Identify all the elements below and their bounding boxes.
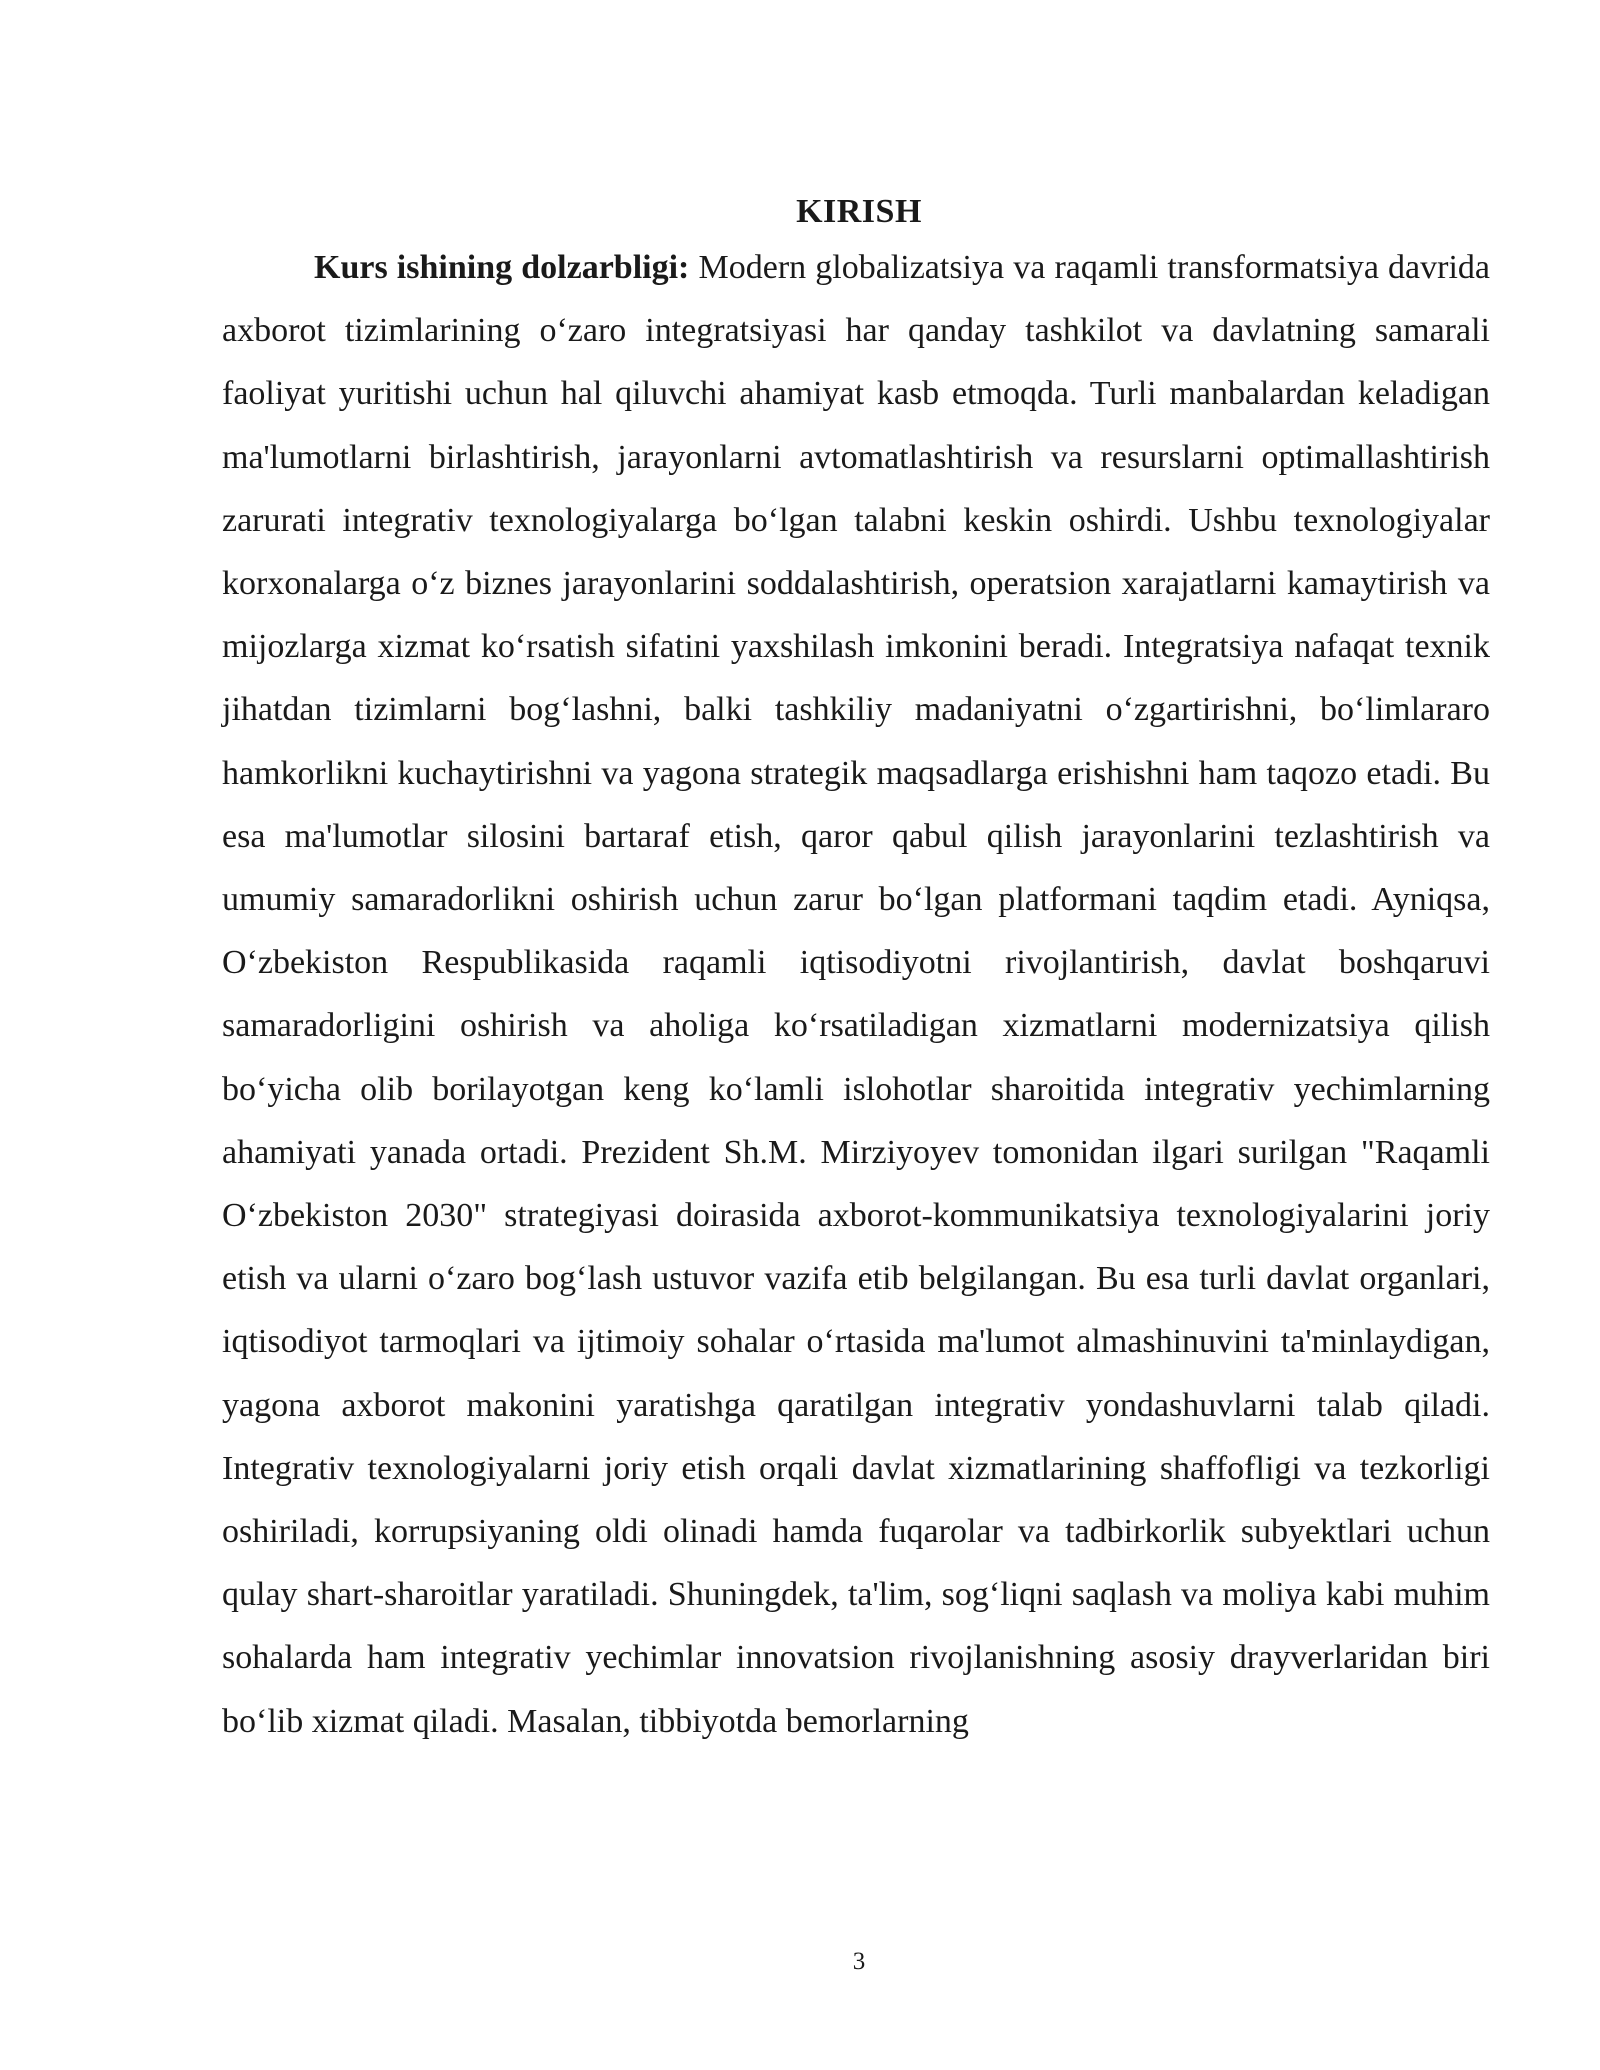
paragraph-text: Modern globalizatsiya va raqamli transformatsiya davrida axborot tizimlarining o‘zaro integratsiyasi har qanday tashkilot va davlatning samarali faoliyat yuritishi uchun hal qiluvchi ahamiyat kasb etmoqda. Turli manbalardan keladigan ma'lumotlarni birlashtirish, jarayonlarni avtomatlashtirish va resurslarni optimallashtirish zarurati integrativ texnologiyalarga bo‘lgan talabni keskin oshirdi. Ushbu texnologiyalar korxonalarga o‘z biznes jarayonlarini soddalashtirish, operatsion xarajatlarni kamaytirish va mijozlarga xizmat ko‘rsatish sifatini yaxshilash imkonini beradi. Integratsiya nafaqat texnik jihatdan tizimlarni bog‘lashni, balki tashkiliy madaniyatni o‘zgartirishni, bo‘limlararo hamkorlikni kuchaytirishni va yagona strategik maqsadlarga erishishni ham taqozo etadi. Bu esa ma'lumotlar silosini bartaraf etish, qaror qabul qilish jarayonlarini tezlashtirish va umumiy samaradorlikni oshirish uchun zarur bo‘lgan platformani taqdim etadi. Ayniqsa, O‘zbekiston Respublikasida raqamli iqtisodiyotni rivojlantirish, davlat boshqaruvi samaradorligini oshirish va aholiga ko‘rsatiladigan xizmatlarni modernizatsiya qilish bo‘yicha olib borilayotgan keng ko‘lamli islohotlar sharoitida integrativ yechimlarning ahamiyati yanada ortadi. Prezident Sh.M. Mirziyoyev tomonidan ilgari surilgan "Raqamli O‘zbekiston 2030" strategiyasi doirasida axborot-kommunikatsiya texnologiyalarini joriy etish va ularni o‘zaro bog‘lash ustuvor vazifa etib belgilangan. Bu esa turli davlat organlari, iqtisodiyot tarmoqlari va ijtimoiy sohalar o‘rtasida ma'lumot almashinuvini ta'minlaydigan, yagona axborot makonini yaratishga qaratilgan integrativ yondashuvlarni talab qiladi. Integrativ texnologiyalarni joriy etish orqali davlat xizmatlarining shaffofligi va tezkorligi oshiriladi, korrupsiyaning oldi olinadi hamda fuqarolar va tadbirkorlik subyektlari uchun qulay shart-sharoitlar yaratiladi. Shuningdek, ta'lim, sog‘liqni saqlash va moliya kabi muhim sohalarda ham integrativ yechimlar innovatsion rivojlanishning asosiy drayverlaridan biri bo‘lib xizmat qiladi. Masalan, tibbiyotda bemorlarning	[222, 249, 1490, 1740]
body-paragraph	[222, 236, 1490, 1753]
page-number: 3	[852, 1948, 866, 1975]
lead-label: Kurs ishining dolzarbligi:	[314, 249, 690, 286]
section-title: KIRISH	[796, 193, 922, 230]
